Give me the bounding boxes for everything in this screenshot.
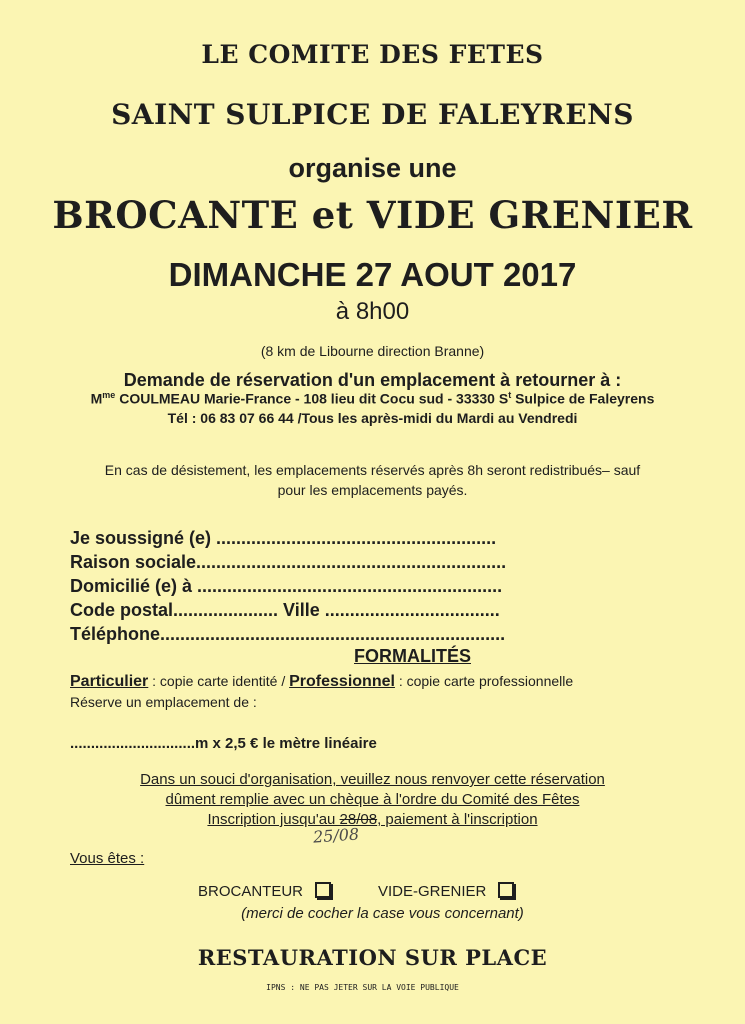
notice-line-2: pour les emplacements payés.	[277, 482, 468, 498]
organise-text: organise une	[288, 153, 457, 183]
particulier-label: Particulier	[70, 673, 149, 690]
choice-vide-grenier[interactable]	[378, 882, 514, 900]
field-domicile[interactable]: Domicilié (e) à .............................................................	[70, 576, 503, 596]
handwritten-date: 25/08	[312, 824, 360, 847]
distance-note: (8 km de Libourne direction Branne)	[260, 343, 485, 359]
formalites-heading: FORMALITÉS	[354, 646, 471, 666]
notice-line-1: En cas de désistement, les emplacements réservés après 8h seront redistribués– sauf	[104, 462, 641, 478]
vous-etes-label: Vous êtes :	[70, 850, 145, 867]
choice-brocanteur[interactable]	[198, 882, 331, 900]
field-telephone[interactable]: Téléphone.....................................................................	[70, 624, 506, 644]
address-end: Sulpice de Faleyrens	[511, 390, 655, 407]
event-date: DIMANCHE 27 AOUT 2017	[168, 256, 577, 293]
ipns-note: IPNS : NE PAS JETER SUR LA VOIE PUBLIQUE	[266, 983, 459, 992]
organisation-line-3	[0, 811, 745, 828]
town-title: SAINT SULPICE DE FALEYRENS	[111, 98, 634, 131]
field-je-soussigne[interactable]: Je soussigné (e) ........................................................	[70, 528, 497, 548]
professionnel-text: : copie carte professionnelle	[394, 673, 574, 689]
address-prefix-sup: me	[102, 390, 116, 400]
formalites-line	[70, 673, 573, 691]
reservation-address	[0, 390, 745, 407]
field-raison-sociale[interactable]: Raison sociale..............................................................	[70, 552, 507, 572]
professionnel-label: Professionnel	[289, 673, 395, 690]
event-time: à 8h00	[335, 298, 410, 325]
address-main: COULMEAU Marie-France - 108 lieu dit Cocu sud - 33330 S	[115, 390, 509, 407]
particulier-text: : copie carte identité /	[148, 673, 290, 689]
event-title: BROCANTE et VIDE GRENIER	[52, 193, 693, 237]
organisation-line-2: dûment remplie avec un chèque à l'ordre du Comité des Fêtes	[165, 791, 580, 808]
struck-date: 28/08	[339, 811, 378, 828]
address-prefix: M	[90, 390, 103, 407]
field-code-postal-ville[interactable]: Code postal..................... Ville ...................................	[70, 600, 500, 620]
vide-grenier-label: VIDE-GRENIER	[378, 883, 487, 900]
brocanteur-label: BROCANTEUR	[198, 883, 304, 900]
brocanteur-checkbox[interactable]	[315, 882, 331, 898]
organizer-title: LE COMITE DES FETES	[201, 40, 544, 69]
address-st-sup: t	[508, 390, 512, 400]
merci-note: (merci de cocher la case vous concernant)	[241, 905, 524, 922]
reservation-phone: Tél : 06 83 07 66 44 /Tous les après-midi du Mardi au Vendredi	[167, 410, 578, 426]
organisation-line-1: Dans un souci d'organisation, veuillez nous renvoyer cette réservation	[140, 771, 605, 788]
vide-grenier-checkbox[interactable]	[498, 882, 514, 898]
restauration-banner: RESTAURATION SUR PLACE	[197, 945, 548, 970]
reservation-title: Demande de réservation d'un emplacement à retourner à :	[123, 370, 622, 390]
paiement-text: , paiement à l'inscription	[377, 811, 538, 828]
inscription-text: Inscription jusqu'au	[207, 811, 340, 828]
reserve-text: Réserve un emplacement de :	[70, 694, 257, 710]
field-metres[interactable]: ..............................m x 2,5 € le mètre linéaire	[70, 735, 377, 752]
